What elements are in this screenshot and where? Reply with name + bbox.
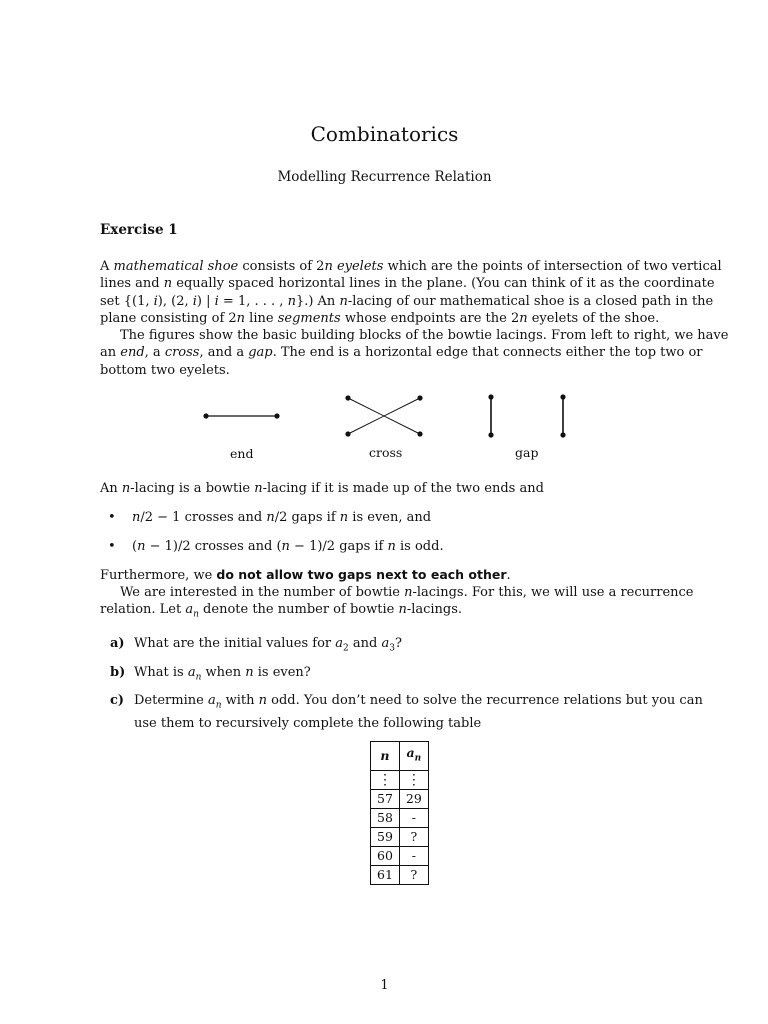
exercise-heading: Exercise 1 xyxy=(100,222,178,238)
question-label: c) xyxy=(110,693,125,708)
text: What is xyxy=(134,665,188,680)
table-cell xyxy=(399,770,428,789)
text: set {(1, xyxy=(100,293,154,309)
text: ) | xyxy=(196,293,215,309)
text: Determine xyxy=(134,693,208,708)
text: What are the initial values for xyxy=(134,636,336,651)
math-var: n xyxy=(132,510,141,525)
text: which are the points of intersection of two vertical xyxy=(383,259,722,274)
text: We are interested in the number of bowtie xyxy=(120,585,405,600)
table-cell: 58 xyxy=(371,808,400,827)
question-text xyxy=(134,635,670,658)
table-cell: - xyxy=(399,808,428,827)
math-var: n xyxy=(398,602,407,618)
term-end: end xyxy=(120,345,145,361)
text: − 1)/2 gaps if xyxy=(289,539,388,555)
label-gap: gap xyxy=(515,445,539,460)
text: ( xyxy=(132,539,138,555)
text: odd. You don’t need to solve the recurrence relations but you can xyxy=(267,693,703,708)
term-gap: gap xyxy=(248,345,273,361)
term-eyelets: eyelets xyxy=(336,259,384,274)
question-text xyxy=(134,664,670,687)
table-cell: ? xyxy=(399,865,428,884)
text: when xyxy=(201,665,246,680)
table-row xyxy=(371,827,429,846)
text: Furthermore, we xyxy=(100,568,217,583)
question-text xyxy=(134,692,703,732)
table-cell: 59 xyxy=(371,827,400,846)
math-var: i xyxy=(192,293,197,309)
paragraph-line xyxy=(100,566,669,584)
text: -lacing if it is made up of the two ends and xyxy=(262,481,544,496)
math-subscript: 3 xyxy=(389,643,395,654)
question-label: b) xyxy=(110,665,126,680)
vdots: ⋮ xyxy=(377,771,392,788)
question-line xyxy=(134,635,670,658)
cross-diagram xyxy=(345,395,422,436)
text: denote the number of bowtie xyxy=(198,602,399,618)
bullet-item-even xyxy=(108,509,668,526)
math-var: n xyxy=(324,259,333,274)
paragraph-line: The figures show the basic building blocks of the bowtie lacings. From left to right, we have xyxy=(120,328,729,343)
paragraph-line xyxy=(100,344,703,361)
text: line xyxy=(245,311,278,327)
math-var: n xyxy=(519,311,528,327)
math-var: a xyxy=(187,665,196,680)
text: is even, and xyxy=(348,510,432,525)
table-row xyxy=(371,865,429,884)
table-cell: 29 xyxy=(399,789,428,808)
paragraph-line xyxy=(100,480,669,497)
question-line xyxy=(134,664,670,687)
text: . xyxy=(506,568,511,583)
text: is even? xyxy=(253,665,311,680)
constraint-emphasis: do not allow two gaps next to each other xyxy=(216,567,507,582)
math-var: n xyxy=(163,276,173,292)
text: − 1)/2 crosses and ( xyxy=(145,539,282,555)
text: ), (2, xyxy=(157,293,193,309)
column-header-an xyxy=(399,742,428,771)
text: -lacing is a bowtie xyxy=(130,481,255,496)
paragraph-line xyxy=(100,601,669,624)
page-subtitle: Modelling Recurrence Relation xyxy=(277,169,492,185)
bullet-dot-icon: • xyxy=(108,539,116,555)
math-var: a xyxy=(335,636,344,651)
building-blocks-figure xyxy=(190,388,670,468)
bullet-dot-icon: • xyxy=(108,510,116,525)
text: lines and xyxy=(100,276,164,292)
text: and xyxy=(348,636,382,651)
building-blocks-diagram xyxy=(190,388,670,468)
table-row xyxy=(371,808,429,827)
math-var: n xyxy=(404,585,413,600)
math-var: a xyxy=(406,745,415,760)
math-var: n xyxy=(287,293,296,309)
bullet-item-odd xyxy=(108,538,668,555)
math-var: n xyxy=(245,665,254,680)
math-var: n xyxy=(387,539,396,555)
text: /2 − 1 crosses and xyxy=(140,510,267,525)
paragraph-line xyxy=(100,584,694,601)
table-cell: 61 xyxy=(371,865,400,884)
math-var: i xyxy=(153,293,158,309)
math-var: n xyxy=(254,481,263,496)
text: . The end is a horizontal edge that connects either the top two or xyxy=(272,345,703,361)
math-subscript: n xyxy=(195,672,202,683)
text: -lacings. xyxy=(406,602,463,618)
math-var: n xyxy=(236,311,246,327)
paragraph-line: bottom two eyelets. xyxy=(100,362,230,378)
text: is odd. xyxy=(395,539,444,555)
math-subscript: n xyxy=(193,610,199,620)
text: relation. Let xyxy=(100,602,186,618)
paragraph-line xyxy=(100,310,669,327)
text: equally spaced horizontal lines in the plane. (You can think of it as the coordinate xyxy=(172,276,715,292)
text: with xyxy=(221,693,259,708)
term-mathematical-shoe: mathematical shoe xyxy=(113,259,239,274)
math-var: i xyxy=(214,293,219,309)
text: -lacings. For this, we will use a recurrence xyxy=(412,585,694,600)
text: whose endpoints are the 2 xyxy=(340,311,520,327)
table-cell: ? xyxy=(399,827,428,846)
term-cross: cross xyxy=(164,345,200,361)
math-subscript: n xyxy=(215,700,222,711)
document-page xyxy=(100,0,729,1024)
text: , a xyxy=(144,345,165,361)
math-var: a xyxy=(381,636,390,651)
label-end: end xyxy=(230,446,254,461)
vdots: ⋮ xyxy=(406,771,421,788)
table-cell xyxy=(371,770,400,789)
table-header-row xyxy=(371,742,429,771)
math-subscript: n xyxy=(414,753,422,764)
column-header-n: n xyxy=(371,742,400,771)
math-var: n xyxy=(339,293,348,309)
table-row xyxy=(371,789,429,808)
values-table xyxy=(370,741,429,885)
text: An xyxy=(100,481,122,496)
question-line xyxy=(134,692,703,715)
paragraph-bowtie-definition xyxy=(100,480,669,497)
math-var: n xyxy=(121,481,131,496)
text: plane consisting of 2 xyxy=(100,311,237,327)
math-var: n xyxy=(339,510,349,525)
math-var: a xyxy=(185,602,194,618)
math-subscript: 2 xyxy=(343,643,349,654)
text: , and a xyxy=(199,345,249,361)
paragraph-line xyxy=(100,258,722,275)
text: eyelets of the shoe. xyxy=(527,311,660,327)
text: }.) An xyxy=(295,293,340,309)
paragraph-recurrence xyxy=(100,584,694,624)
math-var: n xyxy=(266,510,275,525)
math-var: a xyxy=(207,693,216,708)
paragraph-constraint xyxy=(100,566,669,584)
table-cell: 60 xyxy=(371,846,400,865)
table-cell: 57 xyxy=(371,789,400,808)
question-line: use them to recursively complete the following table xyxy=(134,716,482,731)
term-segments: segments xyxy=(277,311,341,327)
text: -lacing of our mathematical shoe is a closed path in the xyxy=(347,293,714,309)
end-diagram xyxy=(203,413,279,418)
paragraph-line xyxy=(100,275,715,292)
math-var: n xyxy=(258,693,268,708)
text: consists of 2 xyxy=(238,259,325,274)
table-row xyxy=(371,770,429,789)
text: /2 gaps if xyxy=(274,510,340,525)
math-var: n xyxy=(281,539,290,555)
question-label: a) xyxy=(110,636,125,651)
text: = 1, . . . , xyxy=(218,293,288,309)
table-cell: - xyxy=(399,846,428,865)
text: ? xyxy=(395,636,402,651)
paragraph-building-blocks xyxy=(100,327,729,379)
paragraph-definition xyxy=(100,258,722,328)
gap-diagram xyxy=(488,394,565,437)
math-var: n xyxy=(137,539,146,555)
table-row xyxy=(371,846,429,865)
paragraph-line xyxy=(100,293,714,310)
page-number: 1 xyxy=(380,978,389,993)
text: an xyxy=(100,345,121,361)
label-cross: cross xyxy=(369,445,403,460)
page-title: Combinatorics xyxy=(310,122,459,146)
text: A xyxy=(100,259,114,274)
bullet-list xyxy=(108,509,668,568)
